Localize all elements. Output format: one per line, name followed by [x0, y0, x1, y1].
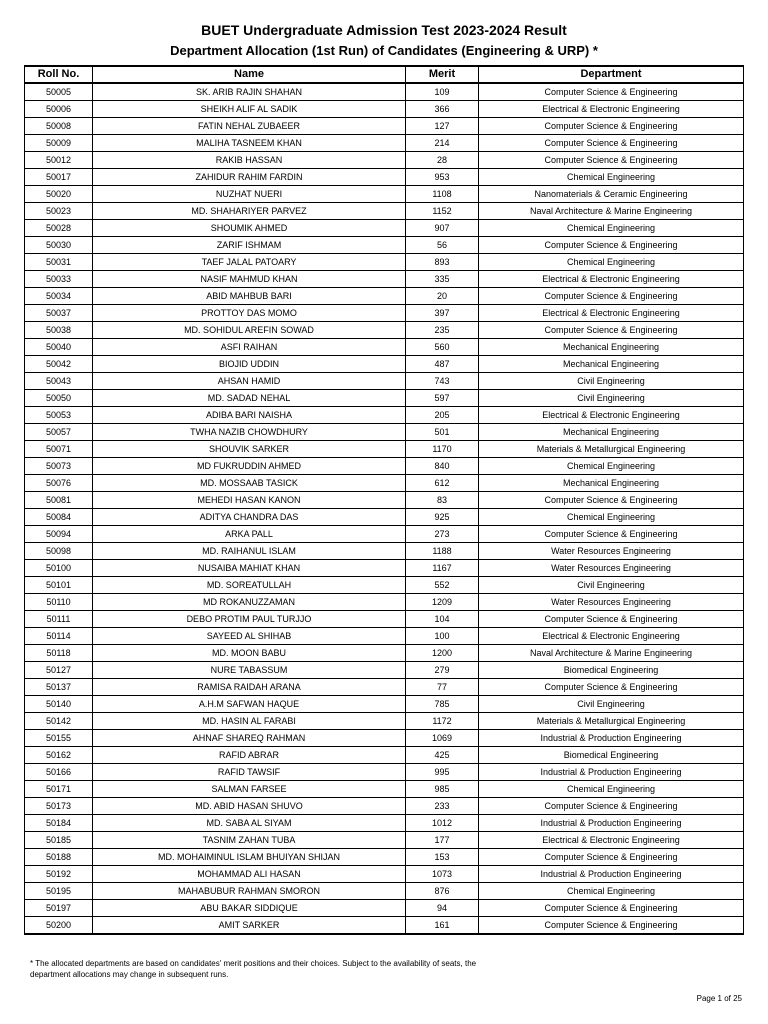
roll-number-cell: 50197: [25, 900, 93, 917]
department-cell: Electrical & Electronic Engineering: [479, 407, 744, 424]
roll-number-cell: 50140: [25, 696, 93, 713]
merit-cell: 487: [406, 356, 479, 373]
merit-cell: 612: [406, 475, 479, 492]
merit-cell: 785: [406, 696, 479, 713]
merit-cell: 177: [406, 832, 479, 849]
footnote-line: * The allocated departments are based on candidates' merit positions and their choices. Subject to the availability of seats, the: [30, 959, 477, 968]
merit-cell: 161: [406, 917, 479, 935]
column-header-department: Department: [479, 66, 744, 83]
column-header-roll: Roll No.: [25, 66, 93, 83]
merit-cell: 83: [406, 492, 479, 509]
roll-number-cell: 50081: [25, 492, 93, 509]
table-row: [25, 628, 744, 645]
department-cell: Computer Science & Engineering: [479, 322, 744, 339]
footnote-line: department allocations may change in subsequent runs.: [30, 970, 229, 979]
table-row: [25, 135, 744, 152]
department-cell: Computer Science & Engineering: [479, 798, 744, 815]
roll-number-cell: 50005: [25, 83, 93, 101]
department-cell: Industrial & Production Engineering: [479, 730, 744, 747]
name-cell: ASFI RAIHAN: [93, 339, 406, 356]
table-row: [25, 458, 744, 475]
merit-cell: 273: [406, 526, 479, 543]
roll-number-cell: 50200: [25, 917, 93, 935]
table-row: [25, 288, 744, 305]
merit-cell: 953: [406, 169, 479, 186]
roll-number-cell: 50188: [25, 849, 93, 866]
merit-cell: 425: [406, 747, 479, 764]
name-cell: SK. ARIB RAJIN SHAHAN: [93, 83, 406, 101]
table-row: [25, 730, 744, 747]
table-row: [25, 900, 744, 917]
roll-number-cell: 50012: [25, 152, 93, 169]
results-table-body: [25, 83, 744, 934]
name-cell: ABID MAHBUB BARI: [93, 288, 406, 305]
name-cell: NUSAIBA MAHIAT KHAN: [93, 560, 406, 577]
merit-cell: 876: [406, 883, 479, 900]
table-row: [25, 679, 744, 696]
table-row: [25, 475, 744, 492]
department-cell: Computer Science & Engineering: [479, 288, 744, 305]
merit-cell: 1172: [406, 713, 479, 730]
merit-cell: 233: [406, 798, 479, 815]
name-cell: ZARIF ISHMAM: [93, 237, 406, 254]
table-row: [25, 492, 744, 509]
department-cell: Chemical Engineering: [479, 458, 744, 475]
department-cell: Computer Science & Engineering: [479, 135, 744, 152]
department-cell: Electrical & Electronic Engineering: [479, 271, 744, 288]
department-cell: Computer Science & Engineering: [479, 492, 744, 509]
table-row: [25, 186, 744, 203]
merit-cell: 335: [406, 271, 479, 288]
department-cell: Computer Science & Engineering: [479, 900, 744, 917]
roll-number-cell: 50020: [25, 186, 93, 203]
roll-number-cell: 50009: [25, 135, 93, 152]
table-row: [25, 594, 744, 611]
merit-cell: 907: [406, 220, 479, 237]
table-row: [25, 83, 744, 101]
merit-cell: 279: [406, 662, 479, 679]
merit-cell: 1200: [406, 645, 479, 662]
results-table: [24, 65, 744, 935]
roll-number-cell: 50114: [25, 628, 93, 645]
name-cell: MD. SHAHARIYER PARVEZ: [93, 203, 406, 220]
name-cell: MD ROKANUZZAMAN: [93, 594, 406, 611]
roll-number-cell: 50017: [25, 169, 93, 186]
table-row: [25, 764, 744, 781]
table-row: [25, 101, 744, 118]
name-cell: MD. MOON BABU: [93, 645, 406, 662]
merit-cell: 840: [406, 458, 479, 475]
department-cell: Mechanical Engineering: [479, 339, 744, 356]
table-row: [25, 526, 744, 543]
table-row: [25, 390, 744, 407]
department-cell: Electrical & Electronic Engineering: [479, 628, 744, 645]
table-row: [25, 832, 744, 849]
name-cell: A.H.M SAFWAN HAQUE: [93, 696, 406, 713]
merit-cell: 366: [406, 101, 479, 118]
roll-number-cell: 50008: [25, 118, 93, 135]
merit-cell: 56: [406, 237, 479, 254]
table-row: [25, 560, 744, 577]
roll-number-cell: 50101: [25, 577, 93, 594]
roll-number-cell: 50037: [25, 305, 93, 322]
roll-number-cell: 50100: [25, 560, 93, 577]
table-row: [25, 237, 744, 254]
name-cell: MEHEDI HASAN KANON: [93, 492, 406, 509]
merit-cell: 20: [406, 288, 479, 305]
table-row: [25, 747, 744, 764]
merit-cell: 205: [406, 407, 479, 424]
page-subtitle: Department Allocation (1st Run) of Candidates (Engineering & URP) *: [170, 43, 598, 58]
name-cell: AMIT SARKER: [93, 917, 406, 935]
name-cell: MD. RAIHANUL ISLAM: [93, 543, 406, 560]
name-cell: MD. MOSSAAB TASICK: [93, 475, 406, 492]
name-cell: TAEF JALAL PATOARY: [93, 254, 406, 271]
name-cell: MD. MOHAIMINUL ISLAM BHUIYAN SHIJAN: [93, 849, 406, 866]
roll-number-cell: 50034: [25, 288, 93, 305]
department-cell: Industrial & Production Engineering: [479, 815, 744, 832]
table-row: [25, 713, 744, 730]
roll-number-cell: 50184: [25, 815, 93, 832]
merit-cell: 109: [406, 83, 479, 101]
name-cell: MAHABUBUR RAHMAN SMORON: [93, 883, 406, 900]
name-cell: MD. SABA AL SIYAM: [93, 815, 406, 832]
table-row: [25, 220, 744, 237]
table-row: [25, 152, 744, 169]
name-cell: ADITYA CHANDRA DAS: [93, 509, 406, 526]
department-cell: Materials & Metallurgical Engineering: [479, 713, 744, 730]
roll-number-cell: 50050: [25, 390, 93, 407]
department-cell: Computer Science & Engineering: [479, 917, 744, 935]
roll-number-cell: 50030: [25, 237, 93, 254]
merit-cell: 235: [406, 322, 479, 339]
name-cell: AHSAN HAMID: [93, 373, 406, 390]
table-row: [25, 917, 744, 935]
table-row: [25, 883, 744, 900]
roll-number-cell: 50006: [25, 101, 93, 118]
table-row: [25, 798, 744, 815]
name-cell: NASIF MAHMUD KHAN: [93, 271, 406, 288]
page-number: Page 1 of 25: [696, 994, 742, 1003]
roll-number-cell: 50162: [25, 747, 93, 764]
name-cell: SALMAN FARSEE: [93, 781, 406, 798]
merit-cell: 985: [406, 781, 479, 798]
department-cell: Civil Engineering: [479, 696, 744, 713]
department-cell: Naval Architecture & Marine Engineering: [479, 203, 744, 220]
name-cell: RAFID TAWSIF: [93, 764, 406, 781]
name-cell: MOHAMMAD ALI HASAN: [93, 866, 406, 883]
department-cell: Chemical Engineering: [479, 883, 744, 900]
table-row: [25, 169, 744, 186]
name-cell: MD. SOREATULLAH: [93, 577, 406, 594]
department-cell: Computer Science & Engineering: [479, 152, 744, 169]
department-cell: Naval Architecture & Marine Engineering: [479, 645, 744, 662]
name-cell: PROTTOY DAS MOMO: [93, 305, 406, 322]
merit-cell: 77: [406, 679, 479, 696]
merit-cell: 1012: [406, 815, 479, 832]
roll-number-cell: 50028: [25, 220, 93, 237]
table-row: [25, 407, 744, 424]
merit-cell: 1167: [406, 560, 479, 577]
merit-cell: 1152: [406, 203, 479, 220]
roll-number-cell: 50084: [25, 509, 93, 526]
merit-cell: 743: [406, 373, 479, 390]
department-cell: Biomedical Engineering: [479, 747, 744, 764]
merit-cell: 995: [406, 764, 479, 781]
name-cell: NUZHAT NUERI: [93, 186, 406, 203]
table-row: [25, 577, 744, 594]
name-cell: MD. ABID HASAN SHUVO: [93, 798, 406, 815]
name-cell: SAYEED AL SHIHAB: [93, 628, 406, 645]
roll-number-cell: 50171: [25, 781, 93, 798]
table-row: [25, 118, 744, 135]
table-row: [25, 543, 744, 560]
department-cell: Computer Science & Engineering: [479, 526, 744, 543]
merit-cell: 1108: [406, 186, 479, 203]
roll-number-cell: 50023: [25, 203, 93, 220]
roll-number-cell: 50033: [25, 271, 93, 288]
department-cell: Electrical & Electronic Engineering: [479, 101, 744, 118]
roll-number-cell: 50076: [25, 475, 93, 492]
table-row: [25, 441, 744, 458]
merit-cell: 1073: [406, 866, 479, 883]
name-cell: RAKIB HASSAN: [93, 152, 406, 169]
table-row: [25, 815, 744, 832]
merit-cell: 1170: [406, 441, 479, 458]
table-row: [25, 611, 744, 628]
merit-cell: 893: [406, 254, 479, 271]
merit-cell: 1188: [406, 543, 479, 560]
department-cell: Civil Engineering: [479, 577, 744, 594]
merit-cell: 28: [406, 152, 479, 169]
department-cell: Computer Science & Engineering: [479, 118, 744, 135]
merit-cell: 1069: [406, 730, 479, 747]
roll-number-cell: 50195: [25, 883, 93, 900]
name-cell: MD. HASIN AL FARABI: [93, 713, 406, 730]
name-cell: DEBO PROTIM PAUL TURJJO: [93, 611, 406, 628]
department-cell: Computer Science & Engineering: [479, 849, 744, 866]
department-cell: Mechanical Engineering: [479, 475, 744, 492]
roll-number-cell: 50118: [25, 645, 93, 662]
table-row: [25, 356, 744, 373]
table-row: [25, 305, 744, 322]
table-row: [25, 509, 744, 526]
roll-number-cell: 50110: [25, 594, 93, 611]
department-cell: Mechanical Engineering: [479, 424, 744, 441]
name-cell: ZAHIDUR RAHIM FARDIN: [93, 169, 406, 186]
merit-cell: 597: [406, 390, 479, 407]
page-title: BUET Undergraduate Admission Test 2023-2024 Result: [201, 22, 567, 38]
name-cell: MD. SADAD NEHAL: [93, 390, 406, 407]
merit-cell: 100: [406, 628, 479, 645]
name-cell: MD FUKRUDDIN AHMED: [93, 458, 406, 475]
table-row: [25, 781, 744, 798]
table-row: [25, 271, 744, 288]
department-cell: Electrical & Electronic Engineering: [479, 305, 744, 322]
table-row: [25, 254, 744, 271]
table-row: [25, 203, 744, 220]
department-cell: Civil Engineering: [479, 373, 744, 390]
table-row: [25, 866, 744, 883]
name-cell: RAMISA RAIDAH ARANA: [93, 679, 406, 696]
roll-number-cell: 50031: [25, 254, 93, 271]
name-cell: AHNAF SHAREQ RAHMAN: [93, 730, 406, 747]
merit-cell: 153: [406, 849, 479, 866]
name-cell: ADIBA BARI NAISHA: [93, 407, 406, 424]
department-cell: Computer Science & Engineering: [479, 611, 744, 628]
merit-cell: 501: [406, 424, 479, 441]
roll-number-cell: 50166: [25, 764, 93, 781]
roll-number-cell: 50192: [25, 866, 93, 883]
department-cell: Computer Science & Engineering: [479, 237, 744, 254]
column-header-merit: Merit: [406, 66, 479, 83]
department-cell: Chemical Engineering: [479, 169, 744, 186]
department-cell: Water Resources Engineering: [479, 594, 744, 611]
roll-number-cell: 50071: [25, 441, 93, 458]
roll-number-cell: 50057: [25, 424, 93, 441]
merit-cell: 214: [406, 135, 479, 152]
roll-number-cell: 50042: [25, 356, 93, 373]
roll-number-cell: 50155: [25, 730, 93, 747]
name-cell: MALIHA TASNEEM KHAN: [93, 135, 406, 152]
table-row: [25, 849, 744, 866]
roll-number-cell: 50053: [25, 407, 93, 424]
roll-number-cell: 50043: [25, 373, 93, 390]
department-cell: Water Resources Engineering: [479, 560, 744, 577]
name-cell: TASNIM ZAHAN TUBA: [93, 832, 406, 849]
department-cell: Nanomaterials & Ceramic Engineering: [479, 186, 744, 203]
name-cell: RAFID ABRAR: [93, 747, 406, 764]
table-row: [25, 322, 744, 339]
merit-cell: 552: [406, 577, 479, 594]
department-cell: Chemical Engineering: [479, 509, 744, 526]
roll-number-cell: 50038: [25, 322, 93, 339]
department-cell: Chemical Engineering: [479, 781, 744, 798]
roll-number-cell: 50185: [25, 832, 93, 849]
department-cell: Computer Science & Engineering: [479, 679, 744, 696]
name-cell: ABU BAKAR SIDDIQUE: [93, 900, 406, 917]
roll-number-cell: 50098: [25, 543, 93, 560]
name-cell: BIOJID UDDIN: [93, 356, 406, 373]
department-cell: Civil Engineering: [479, 390, 744, 407]
merit-cell: 127: [406, 118, 479, 135]
table-row: [25, 645, 744, 662]
department-cell: Computer Science & Engineering: [479, 83, 744, 101]
merit-cell: 94: [406, 900, 479, 917]
merit-cell: 1209: [406, 594, 479, 611]
name-cell: ARKA PALL: [93, 526, 406, 543]
column-header-name: Name: [93, 66, 406, 83]
name-cell: FATIN NEHAL ZUBAEER: [93, 118, 406, 135]
name-cell: SHOUVIK SARKER: [93, 441, 406, 458]
roll-number-cell: 50094: [25, 526, 93, 543]
merit-cell: 104: [406, 611, 479, 628]
department-cell: Industrial & Production Engineering: [479, 764, 744, 781]
department-cell: Water Resources Engineering: [479, 543, 744, 560]
table-row: [25, 696, 744, 713]
department-cell: Mechanical Engineering: [479, 356, 744, 373]
roll-number-cell: 50111: [25, 611, 93, 628]
name-cell: SHOUMIK AHMED: [93, 220, 406, 237]
name-cell: TWHA NAZIB CHOWDHURY: [93, 424, 406, 441]
department-cell: Biomedical Engineering: [479, 662, 744, 679]
roll-number-cell: 50142: [25, 713, 93, 730]
name-cell: SHEIKH ALIF AL SADIK: [93, 101, 406, 118]
table-row: [25, 373, 744, 390]
department-cell: Materials & Metallurgical Engineering: [479, 441, 744, 458]
roll-number-cell: 50137: [25, 679, 93, 696]
merit-cell: 560: [406, 339, 479, 356]
department-cell: Electrical & Electronic Engineering: [479, 832, 744, 849]
department-cell: Industrial & Production Engineering: [479, 866, 744, 883]
roll-number-cell: 50040: [25, 339, 93, 356]
roll-number-cell: 50127: [25, 662, 93, 679]
department-cell: Chemical Engineering: [479, 220, 744, 237]
name-cell: MD. SOHIDUL AREFIN SOWAD: [93, 322, 406, 339]
name-cell: NURE TABASSUM: [93, 662, 406, 679]
table-header-row: [25, 66, 744, 83]
footnote: [30, 958, 590, 980]
merit-cell: 397: [406, 305, 479, 322]
table-row: [25, 339, 744, 356]
table-row: [25, 662, 744, 679]
department-cell: Chemical Engineering: [479, 254, 744, 271]
roll-number-cell: 50073: [25, 458, 93, 475]
roll-number-cell: 50173: [25, 798, 93, 815]
table-row: [25, 424, 744, 441]
merit-cell: 925: [406, 509, 479, 526]
